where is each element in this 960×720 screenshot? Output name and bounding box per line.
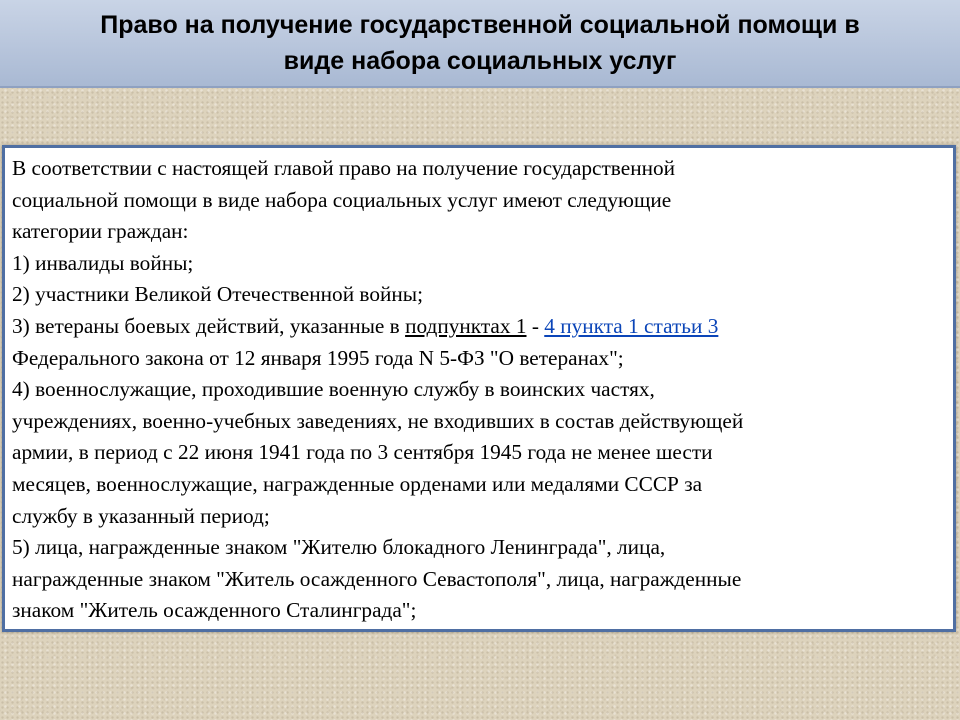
subpoints-link[interactable]: подпунктах 1 — [405, 313, 527, 338]
list-item-4-line-3: армии, в период с 22 июня 1941 года по 3 сентября 1945 года не менее шести — [12, 440, 713, 465]
intro-line-3: категории граждан: — [12, 219, 189, 244]
list-item-5-line-3: знаком "Житель осажденного Сталинграда"; — [12, 598, 417, 623]
intro-line-2: социальной помощи в виде набора социальных услуг имеют следующие — [12, 187, 672, 212]
article-3-link[interactable]: 4 пункта 1 статьи 3 — [544, 313, 719, 338]
list-item-2: 2) участники Великой Отечественной войны; — [12, 282, 424, 307]
slide-title-line-1: Право на получение государственной социальной помощи в — [100, 11, 860, 39]
intro-line-1: В соответствии с настоящей главой право на получение государственной — [12, 156, 676, 180]
list-item-4-line-4: месяцев, военнослужащие, награжденные орденами или медалями СССР за — [12, 471, 703, 496]
slide-title — [100, 7, 859, 79]
list-item-3 — [12, 311, 953, 343]
list-item-3-text: 3) ветераны боевых действий, указанные в — [12, 313, 406, 338]
list-item-1: 1) инвалиды войны; — [12, 250, 194, 275]
list-item-3-continuation: Федерального закона от 12 января 1995 года N 5-ФЗ "О ветеранах"; — [12, 345, 624, 370]
list-item-3-separator: - — [526, 313, 545, 338]
title-bar — [0, 0, 960, 88]
content-box — [2, 145, 956, 632]
list-item-4-line-1: 4) военнослужащие, проходившие военную службу в воинских частях, — [12, 377, 655, 402]
slide-title-line-2: виде набора социальных услуг — [283, 47, 677, 75]
list-item-4-line-5: службу в указанный период; — [12, 503, 270, 528]
list-item-5-line-2: награжденные знаком "Житель осажденного Севастополя", лица, награжденные — [12, 566, 742, 591]
list-item-5-line-1: 5) лица, награжденные знаком "Жителю блокадного Ленинграда", лица, — [12, 535, 666, 560]
list-item-4-line-2: учреждениях, военно-учебных заведениях, не входивших в состав действующей — [12, 408, 744, 433]
